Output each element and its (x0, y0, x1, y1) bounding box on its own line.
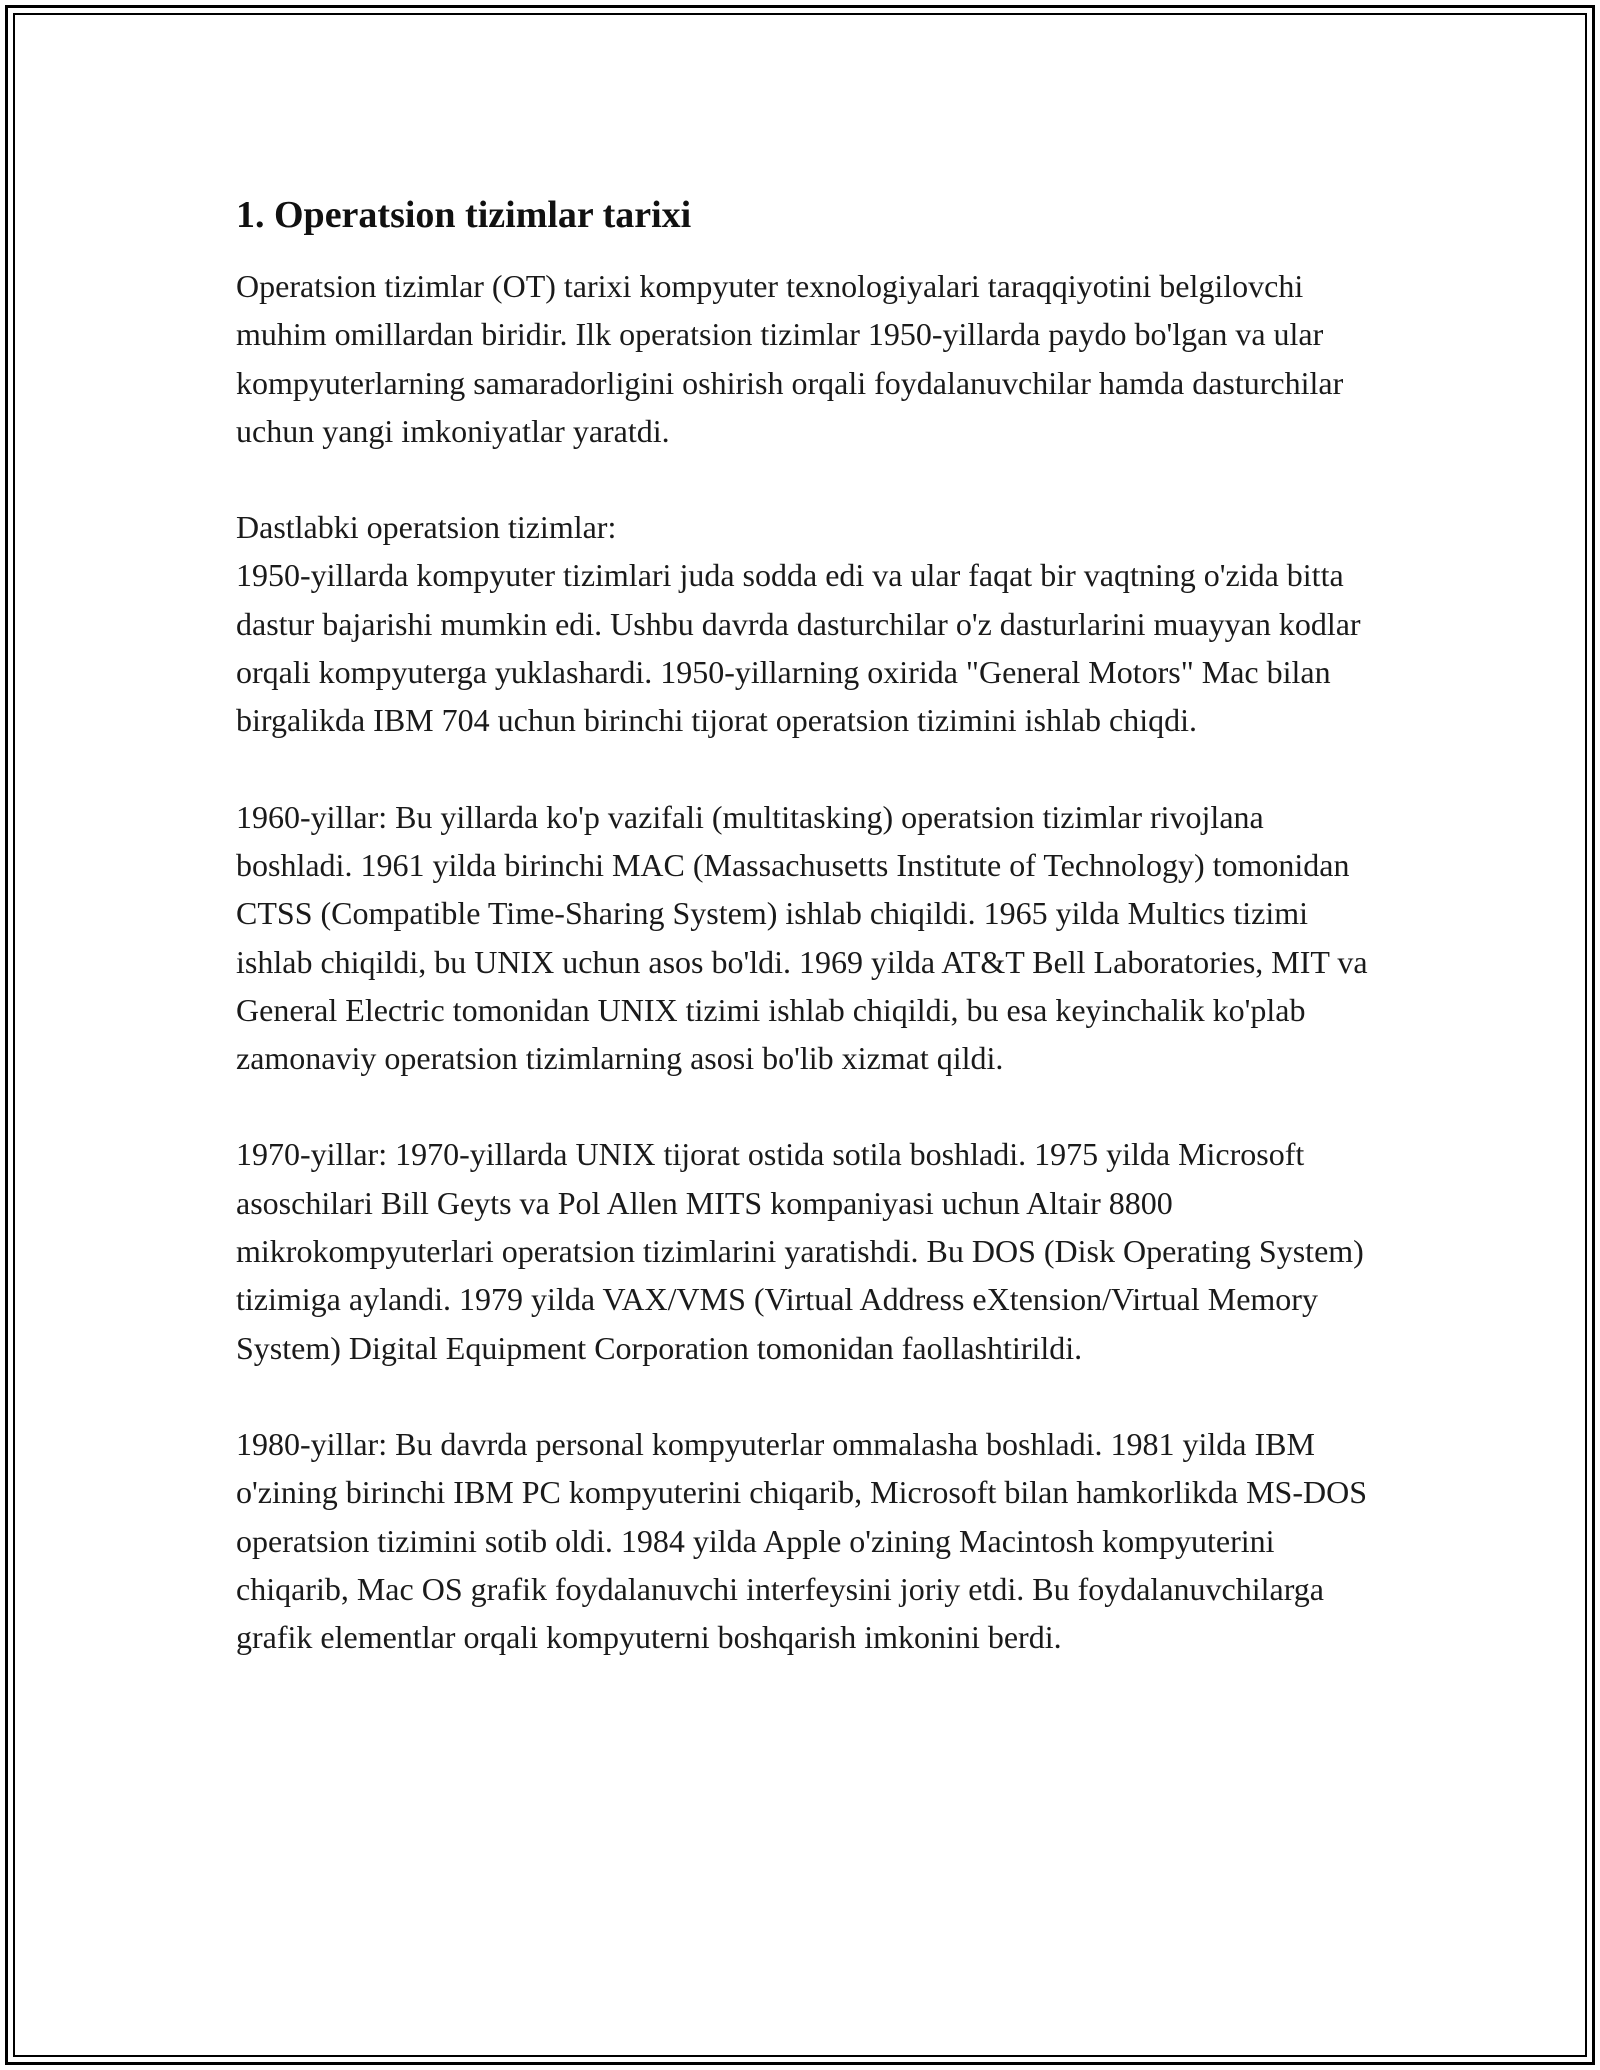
spacer (236, 1372, 1386, 1420)
early-systems-paragraph: 1950-yillarda kompyuter tizimlari juda sodda edi va ular faqat bir vaqtning o'zida bitta dastur bajarishi mumkin edi. Ushbu davrda dasturchilar o'z dasturlarini muayyan kodlar orqali kompyuterga yuklashardi. 1950-yillarning oxirida "General Motors" Mac bilan birgalikda IBM 704 uchun birinchi tijorat operatsion tizimini ishlab chiqdi. (236, 557, 1361, 739)
spacer (236, 455, 1386, 503)
spacer (236, 1082, 1386, 1130)
seventies-paragraph: 1970-yillar: 1970-yillarda UNIX tijorat ostida sotila boshladi. 1975 yilda Microsoft asoschilari Bill Geyts va Pol Allen MITS kompaniyasi uchun Altair 8800 mikrokompyuterlari operatsion tizimlarini yaratishdi. Bu DOS (Disk Operating System) tizimiga aylandi. 1979 yilda VAX/VMS (Virtual Address eXtension/Virtual Memory System) Digital Equipment Corporation tomonidan faollashtirildi. (236, 1136, 1364, 1366)
section-heading: 1. Operatsion tizimlar tarixi (236, 194, 692, 236)
spacer (236, 745, 1386, 793)
intro-paragraph: Operatsion tizimlar (OT) tarixi kompyuter texnologiyalari taraqqiyotini belgilovchi muhim omillardan biridir. Ilk operatsion tizimlar 1950-yillarda paydo bo'lgan va ular kompyuterlarning samaradorligini oshirish orqali foydalanuvchilar hamda dasturchilar uchun yangi imkoniyatlar yaratdi. (236, 268, 1344, 449)
document-body (236, 190, 1386, 1661)
eighties-paragraph: 1980-yillar: Bu davrda personal kompyuterlar ommalasha boshladi. 1981 yilda IBM o'zining birinchi IBM PC kompyuterini chiqarib, Microsoft bilan hamkorlikda MS-DOS operatsion tizimini sotib oldi. 1984 yilda Apple o'zining Macintosh kompyuterini chiqarib, Mac OS grafik foydalanuvchi interfeysini joriy etdi. Bu foydalanuvchilarga grafik elementlar orqali kompyuterni boshqarish imkonini berdi. (236, 1425, 1367, 1656)
sixties-paragraph: 1960-yillar: Bu yillarda ko'p vazifali (multitasking) operatsion tizimlar rivojlana boshladi. 1961 yilda birinchi MAC (Massachusetts Institute of Technology) tomonidan CTSS (Compatible Time-Sharing System) ishlab chiqildi. 1965 yilda Multics tizimi ishlab chiqildi, bu UNIX uchun asos bo'ldi. 1969 yilda AT&T Bell Laboratories, MIT va General Electric tomonidan UNIX tizimi ishlab chiqildi, bu esa keyinchalik ko'plab zamonaviy operatsion tizimlarning asosi bo'lib xizmat qildi. (236, 798, 1368, 1077)
spacer (236, 240, 1386, 262)
early-systems-title: Dastlabki operatsion tizimlar: (236, 509, 617, 546)
